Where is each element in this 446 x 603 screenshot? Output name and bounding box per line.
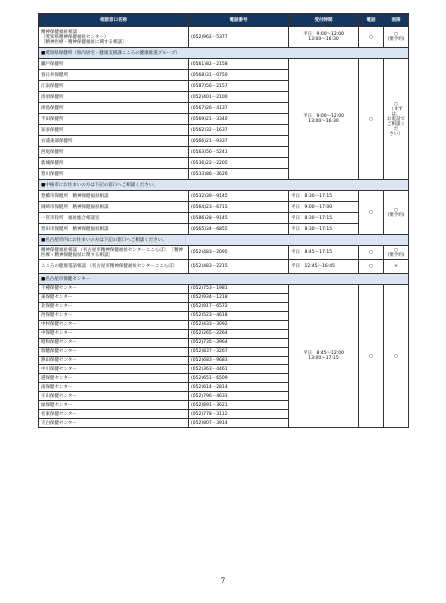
office-name: 昭和保健センター [39, 338, 189, 347]
section-row [39, 274, 409, 285]
group-visit: ○ (要予約) [384, 191, 409, 235]
group-tel: ○ [359, 191, 384, 235]
header-hours: 受付時間 [289, 14, 359, 27]
group-visit: ○ [384, 285, 409, 428]
office-phone: (052)735－3964 [189, 338, 289, 347]
office-name: 北保健センター [39, 302, 189, 311]
office-name: 瀬戸保健所 [39, 59, 189, 70]
office-visit: × [384, 260, 409, 274]
office-phone: (0564)23－6715 [189, 202, 289, 213]
office-name: 中保健センター [39, 329, 189, 338]
office-hours: 平日 12:45～16:45 [289, 260, 359, 274]
office-name: 豊川保健所 [39, 169, 189, 180]
office-name: 天白保健センター [39, 419, 189, 428]
office-phone: (052)917－6572 [189, 302, 289, 311]
office-hours: 平日 8:30～17:15 [289, 191, 359, 202]
header-tel: 電話 [359, 14, 384, 27]
office-name: 瑞穂保健センター [39, 347, 189, 356]
office-phone: (052)837－3267 [189, 347, 289, 356]
office-phone: (052)891－3621 [189, 401, 289, 410]
center-tel: ○ [359, 27, 384, 48]
office-name: 豊橋市保健所 精神保健福祉相談 [39, 191, 189, 202]
office-phone: (052)523－4618 [189, 311, 289, 320]
header-phone: 電話番号 [189, 14, 289, 27]
table-row [39, 285, 409, 294]
office-name: 中村保健センター [39, 320, 189, 329]
page-number: 7 [220, 577, 226, 585]
office-phone: (052)778－3112 [189, 410, 289, 419]
section-row [39, 48, 409, 59]
header-visit: 面接 [384, 14, 409, 27]
office-hours: 平日 8:30～17:15 [289, 213, 359, 224]
office-name: 東保健センター [39, 293, 189, 302]
office-phone: (0568)31－0750 [189, 70, 289, 81]
office-name: 中川保健センター [39, 365, 189, 374]
office-visit: ○ (要予約) [384, 246, 409, 260]
office-name: 守山保健センター [39, 392, 189, 401]
table-row [39, 27, 409, 48]
office-phone: (052)683－9683 [189, 356, 289, 365]
office-phone: (052)753－1981 [189, 285, 289, 294]
office-name: 津島保健所 [39, 103, 189, 114]
office-phone: (0567)26－4137 [189, 103, 289, 114]
section-heading: ■中核市にお住まいの方は下記の窓口へご相談ください。 [39, 180, 409, 191]
office-phone: (052)483－2215 [189, 260, 289, 274]
table-row [39, 246, 409, 260]
office-name: 新城保健所 [39, 158, 189, 169]
office-hours: 平日 8:45～17:15 [289, 246, 359, 260]
section-heading: ■愛知県保健所（県内居宅・健康支援課こころの健康推進グループ） [39, 48, 409, 59]
table-row [39, 59, 409, 70]
office-tel: ○ [359, 246, 384, 260]
table-row [39, 224, 409, 235]
office-name: 豊田市保健所 精神保健福祉相談 [39, 224, 189, 235]
office-name: 精神保健福祉相談 （名古屋市精神保健福祉センターここらぼ） ［精神医療・精神保健福祉に関する相談］ [39, 246, 189, 260]
office-name: 衣浦東部保健所 [39, 136, 189, 147]
group1-body [39, 59, 409, 180]
office-name: 南保健センター [39, 383, 189, 392]
office-phone: (0533)86－3626 [189, 169, 289, 180]
office-phone: (0562)32－1637 [189, 125, 289, 136]
office-phone: (0532)39－9145 [189, 191, 289, 202]
group-visit: ○ （まずは、 お電話で ご相談くだ さい） [384, 59, 409, 180]
office-name: 知多保健所 [39, 125, 189, 136]
group-hours: 平日 8:45～12:00 13:00～17:15 [289, 285, 359, 428]
office-phone: (052)934－1218 [189, 293, 289, 302]
office-phone: (052)401－2100 [189, 92, 289, 103]
group4-body [39, 285, 409, 428]
center-visit: ○ (要予約) [384, 27, 409, 48]
office-phone: (052)614－2814 [189, 383, 289, 392]
office-phone: (0566)21－9337 [189, 136, 289, 147]
office-phone: (0587)56－2157 [189, 81, 289, 92]
office-name: 千種保健センター [39, 285, 189, 294]
office-phone: (052)807－3914 [189, 419, 289, 428]
office-phone: (0586)28－9145 [189, 213, 289, 224]
office-phone: (0565)34－6855 [189, 224, 289, 235]
section-row [39, 180, 409, 191]
office-tel: ○ [359, 260, 384, 274]
office-phone: (0536)22－2205 [189, 158, 289, 169]
office-phone: (0561)82－2158 [189, 59, 289, 70]
office-phone: (052)651－6509 [189, 374, 289, 383]
center-name: 精神保健福祉相談 （愛知県精神保健福祉センター） ［精神医療・精神保健福祉に関する相談］ [39, 27, 189, 48]
center-phone: (052)962－5377 [189, 27, 289, 48]
office-name: 春日井保健所 [39, 70, 189, 81]
office-phone: (052)265－2264 [189, 329, 289, 338]
office-phone: (052)483－2095 [189, 246, 289, 260]
group3-body [39, 246, 409, 274]
office-name: 緑保健センター [39, 401, 189, 410]
office-name: 一宮市役所 福祉総合相談室 [39, 213, 189, 224]
office-name: 港保健センター [39, 374, 189, 383]
table-header-row [39, 14, 409, 27]
group2-body [39, 191, 409, 235]
office-name: 江南保健所 [39, 81, 189, 92]
table-row [39, 191, 409, 202]
office-phone: (052)796－4633 [189, 392, 289, 401]
office-name: 熱田保健センター [39, 356, 189, 365]
office-name: 半田保健所 [39, 114, 189, 125]
office-phone: (0569)21－3340 [189, 114, 289, 125]
office-name: 西尾保健所 [39, 147, 189, 158]
office-hours: 平日 9:00～17:00 [289, 202, 359, 213]
office-hours: 平日 8:30～17:15 [289, 224, 359, 235]
consultation-table [38, 13, 409, 428]
office-phone: (0563)56－5241 [189, 147, 289, 158]
section-heading: ■名古屋市保健センター [39, 274, 409, 285]
group-tel: ○ [359, 285, 384, 428]
section-row [39, 235, 409, 246]
section-heading: ■名古屋市内にお住まいの方は下記の窓口へご相談ください。 [39, 235, 409, 246]
table-row [39, 213, 409, 224]
office-name: 清須保健所 [39, 92, 189, 103]
group-hours: 平日 9:00～12:00 13:00～16:30 [289, 59, 359, 180]
table-row [39, 202, 409, 213]
office-name: 岡崎市保健所 精神保健福祉相談 [39, 202, 189, 213]
header-name: 相談窓口名称 [39, 14, 189, 27]
group-tel: ○ [359, 59, 384, 180]
office-phone: (052)433－3092 [189, 320, 289, 329]
office-name: 名東保健センター [39, 410, 189, 419]
office-name: 西保健センター [39, 311, 189, 320]
office-phone: (052)363－4461 [189, 365, 289, 374]
table-row [39, 260, 409, 274]
center-hours: 平日 9:00～12:00 13:00～16:30 [289, 27, 359, 48]
office-name: こころの健康電話相談 （名古屋市精神保健福祉センターここらぼ） [39, 260, 189, 274]
